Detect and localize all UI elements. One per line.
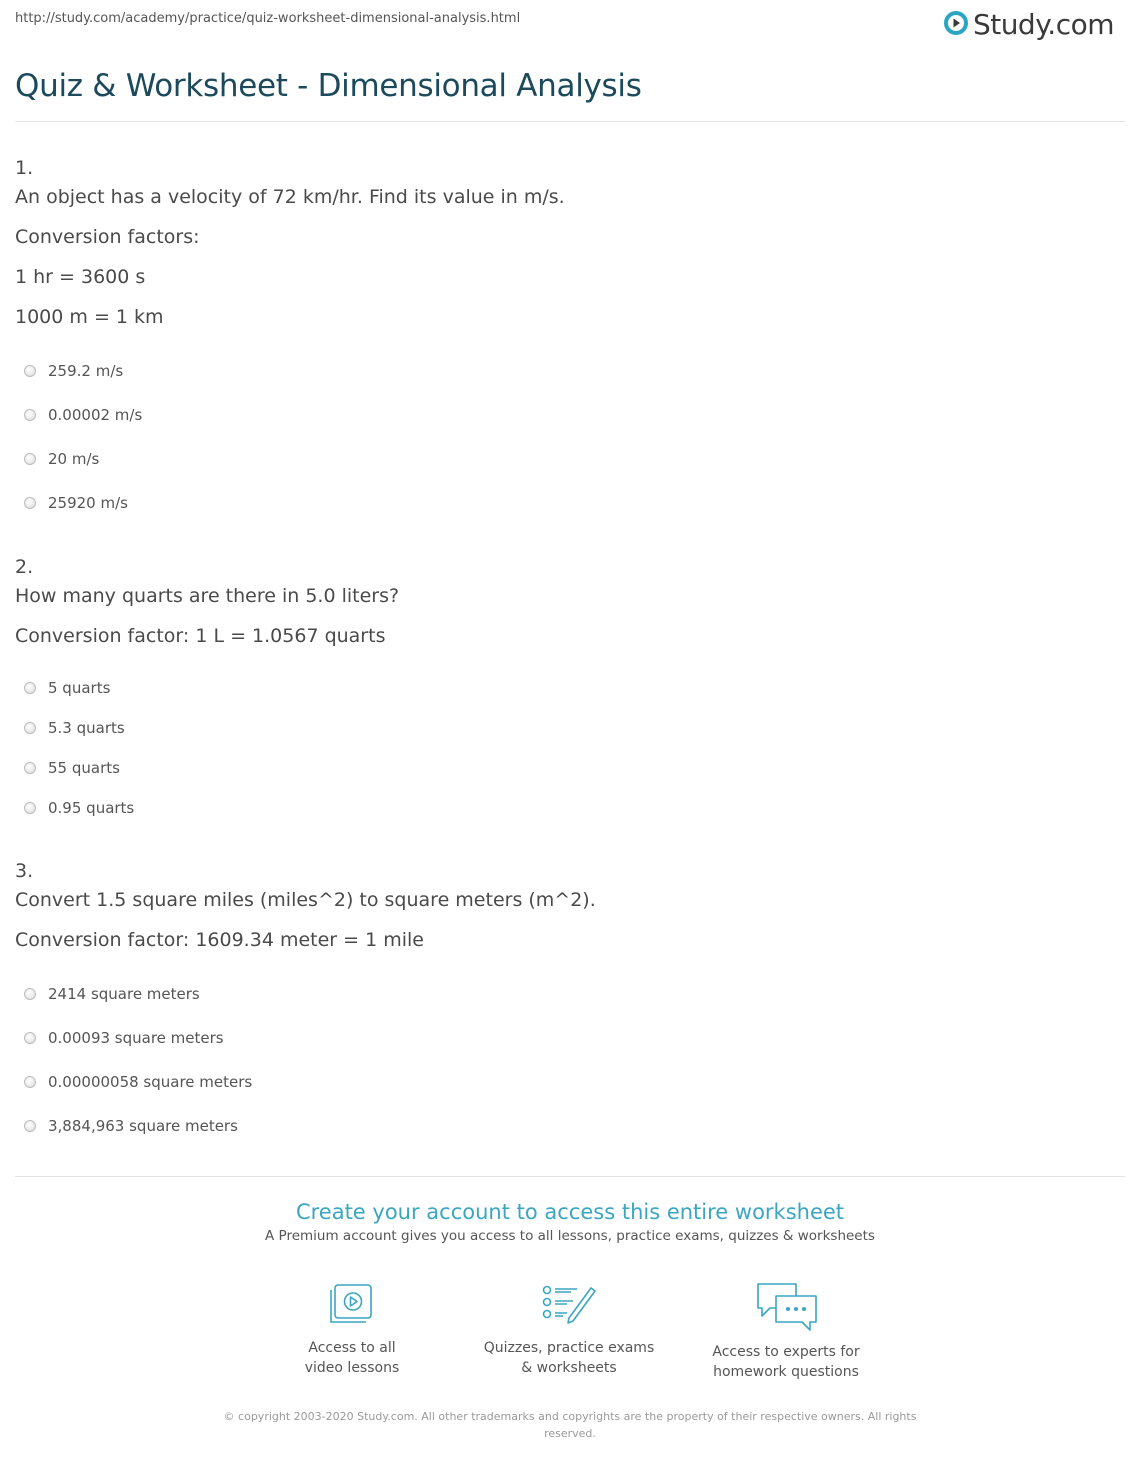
answer-label: 0.00093 square meters bbox=[48, 1029, 224, 1047]
question-1 bbox=[15, 157, 1115, 536]
radio-button[interactable] bbox=[24, 365, 36, 377]
video-lessons-icon bbox=[242, 1280, 462, 1328]
answer-choice[interactable] bbox=[15, 983, 1115, 1005]
play-circle-icon bbox=[943, 10, 969, 40]
radio-button[interactable] bbox=[24, 409, 36, 421]
question-number: 1. bbox=[15, 157, 34, 179]
radio-button[interactable] bbox=[24, 497, 36, 509]
question-text: Conversion factors: bbox=[15, 226, 200, 248]
answer-label: 0.95 quarts bbox=[48, 799, 135, 817]
answer-label: 259.2 m/s bbox=[48, 362, 124, 380]
feature-video-lessons bbox=[242, 1280, 462, 1378]
feature-label bbox=[242, 1338, 462, 1378]
answer-label: 0.00000058 square meters bbox=[48, 1073, 253, 1091]
answer-choice[interactable] bbox=[15, 797, 1115, 819]
question-text: Convert 1.5 square miles (miles^2) to square meters (m^2). bbox=[15, 889, 596, 911]
feature-experts bbox=[676, 1280, 896, 1382]
header-divider bbox=[15, 121, 1125, 122]
answer-choice[interactable] bbox=[15, 757, 1115, 779]
study-logo[interactable] bbox=[943, 8, 1114, 41]
answer-choice[interactable] bbox=[15, 448, 1115, 470]
logo-text: Study.com bbox=[972, 8, 1114, 41]
question-2 bbox=[15, 556, 1115, 837]
question-number: 2. bbox=[15, 556, 34, 578]
answer-choices bbox=[15, 983, 1115, 1137]
question-text: 1000 m = 1 km bbox=[15, 306, 164, 328]
radio-button[interactable] bbox=[24, 988, 36, 1000]
feature-label-line: homework questions bbox=[713, 1364, 859, 1380]
feature-label bbox=[459, 1338, 679, 1378]
radio-button[interactable] bbox=[24, 453, 36, 465]
radio-button[interactable] bbox=[24, 722, 36, 734]
signup-cta bbox=[0, 1198, 1140, 1244]
feature-label-line: Access to all bbox=[308, 1340, 396, 1356]
question-text: An object has a velocity of 72 km/hr. Find its value in m/s. bbox=[15, 186, 565, 208]
feature-label-line: video lessons bbox=[304, 1360, 400, 1376]
feature-label bbox=[676, 1342, 896, 1382]
answer-choices bbox=[15, 360, 1115, 514]
answer-choice[interactable] bbox=[15, 1115, 1115, 1137]
feature-label-line: & worksheets bbox=[521, 1360, 617, 1376]
answer-choice[interactable] bbox=[15, 492, 1115, 514]
answer-choice[interactable] bbox=[15, 1027, 1115, 1049]
question-text: Conversion factor: 1 L = 1.0567 quarts bbox=[15, 625, 386, 647]
answer-label: 5.3 quarts bbox=[48, 719, 125, 737]
answer-choice[interactable] bbox=[15, 677, 1115, 699]
radio-button[interactable] bbox=[24, 1120, 36, 1132]
question-3 bbox=[15, 860, 1115, 1159]
answer-label: 5 quarts bbox=[48, 679, 111, 697]
chat-bubbles-icon bbox=[676, 1280, 896, 1332]
feature-label-line: Quizzes, practice exams bbox=[483, 1340, 655, 1356]
cta-title-link[interactable]: Create your account to access this entire worksheet bbox=[295, 1200, 845, 1224]
radio-button[interactable] bbox=[24, 762, 36, 774]
radio-button[interactable] bbox=[24, 682, 36, 694]
page-url: http://study.com/academy/practice/quiz-worksheet-dimensional-analysis.html bbox=[15, 11, 521, 26]
answer-label: 55 quarts bbox=[48, 759, 120, 777]
answer-label: 25920 m/s bbox=[48, 494, 128, 512]
radio-button[interactable] bbox=[24, 802, 36, 814]
radio-button[interactable] bbox=[24, 1076, 36, 1088]
page-title: Quiz & Worksheet - Dimensional Analysis bbox=[15, 68, 642, 104]
feature-quizzes bbox=[459, 1280, 679, 1378]
answer-choice[interactable] bbox=[15, 404, 1115, 426]
copyright-footer: © copyright 2003-2020 Study.com. All other trademarks and copyrights are the property of their respective owners. All rights reserved. bbox=[223, 1410, 917, 1440]
answer-label: 0.00002 m/s bbox=[48, 406, 143, 424]
answer-choices bbox=[15, 677, 1115, 819]
answer-label: 3,884,963 square meters bbox=[48, 1117, 238, 1135]
answer-label: 20 m/s bbox=[48, 450, 100, 468]
question-text: How many quarts are there in 5.0 liters? bbox=[15, 585, 400, 607]
content-divider bbox=[15, 1176, 1125, 1177]
cta-subtitle: A Premium account gives you access to all lessons, practice exams, quizzes & worksheets bbox=[265, 1228, 875, 1244]
answer-choice[interactable] bbox=[15, 360, 1115, 382]
radio-button[interactable] bbox=[24, 1032, 36, 1044]
question-text: 1 hr = 3600 s bbox=[15, 266, 146, 288]
answer-label: 2414 square meters bbox=[48, 985, 200, 1003]
question-text: Conversion factor: 1609.34 meter = 1 mile bbox=[15, 929, 424, 951]
answer-choice[interactable] bbox=[15, 1071, 1115, 1093]
question-number: 3. bbox=[15, 860, 34, 882]
feature-label-line: Access to experts for bbox=[712, 1344, 860, 1360]
answer-choice[interactable] bbox=[15, 717, 1115, 739]
quiz-checklist-icon bbox=[459, 1280, 679, 1328]
